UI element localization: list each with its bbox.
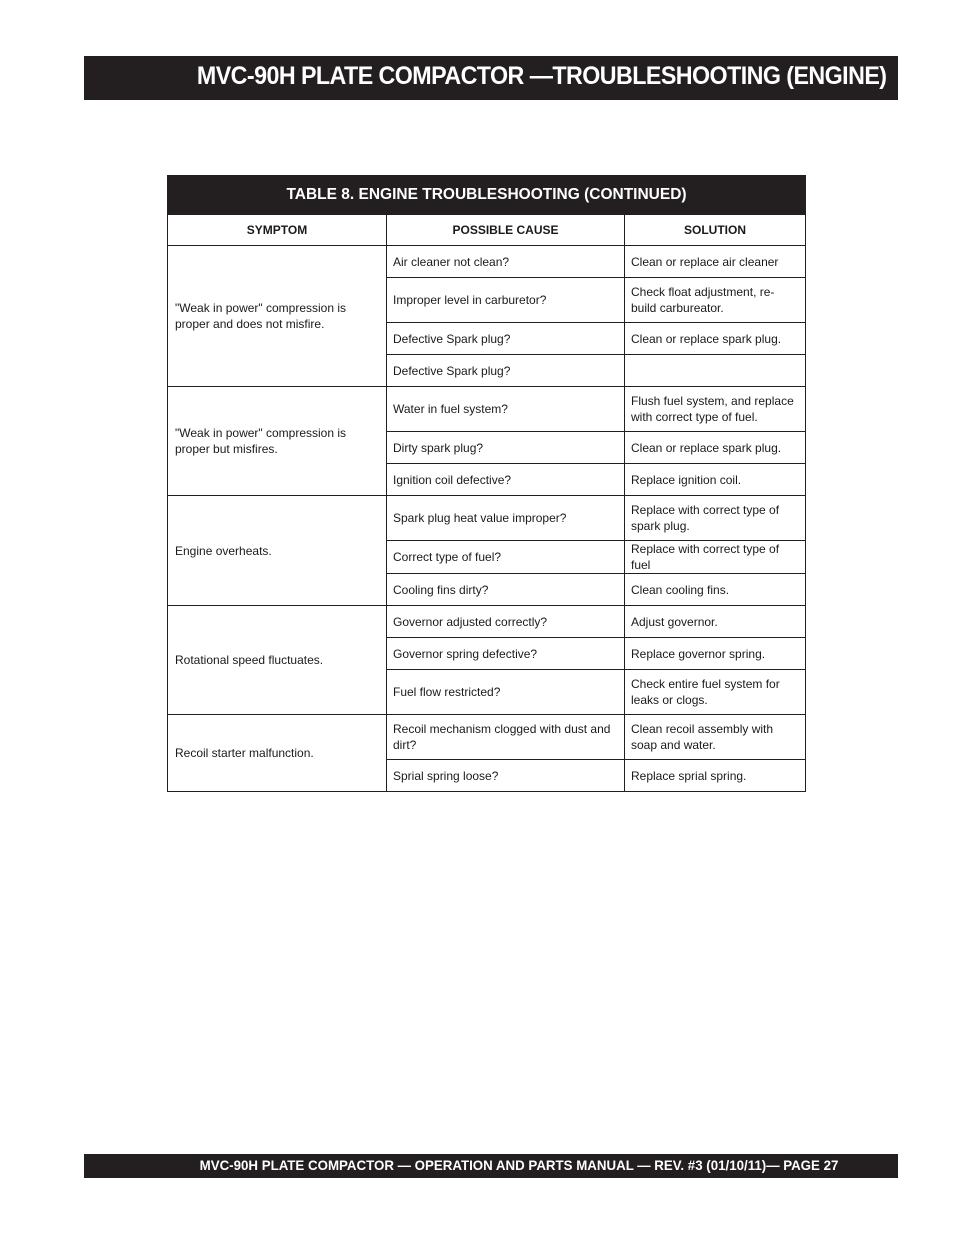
cause-cell: Governor adjusted correctly? <box>387 606 625 638</box>
symptom-cell: Rotational speed fluctuates. <box>168 606 387 715</box>
column-header-symptom: SYMPTOM <box>168 215 387 246</box>
cause-cell: Dirty spark plug? <box>387 432 625 464</box>
solution-cell: Replace governor spring. <box>625 638 806 670</box>
table-row <box>168 387 806 432</box>
cause-cell: Improper level in carburetor? <box>387 278 625 323</box>
column-header-solution: SOLUTION <box>625 215 806 246</box>
table-header-row <box>168 215 806 246</box>
solution-cell: Replace with correct type of spark plug. <box>625 496 806 541</box>
cause-cell: Air cleaner not clean? <box>387 246 625 278</box>
troubleshooting-table <box>167 175 806 792</box>
table-row <box>168 246 806 278</box>
cause-cell: Water in fuel system? <box>387 387 625 432</box>
symptom-cell: "Weak in power" compression is proper and does not misfire. <box>168 246 387 387</box>
table-title: TABLE 8. ENGINE TROUBLESHOOTING (CONTINUED) <box>168 176 806 215</box>
solution-cell: Clean or replace air cleaner <box>625 246 806 278</box>
solution-cell: Clean or replace spark plug. <box>625 323 806 355</box>
page-footer <box>84 1154 898 1178</box>
cause-cell: Fuel flow restricted? <box>387 670 625 715</box>
solution-cell: Check entire fuel system for leaks or clogs. <box>625 670 806 715</box>
cause-cell: Governor spring defective? <box>387 638 625 670</box>
solution-cell: Replace sprial spring. <box>625 760 806 792</box>
solution-cell: Adjust governor. <box>625 606 806 638</box>
cause-cell: Defective Spark plug? <box>387 323 625 355</box>
footer-text: MVC-90H PLATE COMPACTOR — OPERATION AND PARTS MANUAL — REV. #3 (01/10/11)— PAGE 27 <box>199 1157 838 1173</box>
table-row <box>168 496 806 541</box>
column-header-possible-cause: POSSIBLE CAUSE <box>387 215 625 246</box>
cause-cell: Defective Spark plug? <box>387 355 625 387</box>
cause-cell: Cooling fins dirty? <box>387 574 625 606</box>
cause-cell: Sprial spring loose? <box>387 760 625 792</box>
solution-cell: Clean cooling fins. <box>625 574 806 606</box>
symptom-cell: "Weak in power" compression is proper but misfires. <box>168 387 387 496</box>
symptom-cell: Recoil starter malfunction. <box>168 715 387 792</box>
cause-cell: Recoil mechanism clogged with dust and dirt? <box>387 715 625 760</box>
solution-cell <box>625 355 806 387</box>
solution-cell: Replace ignition coil. <box>625 464 806 496</box>
solution-cell: Flush fuel system, and replace with correct type of fuel. <box>625 387 806 432</box>
cause-cell: Spark plug heat value improper? <box>387 496 625 541</box>
page-header <box>84 56 898 100</box>
cause-cell: Correct type of fuel? <box>387 541 625 574</box>
symptom-cell: Engine overheats. <box>168 496 387 606</box>
solution-cell: Check float adjustment, re-build carbureator. <box>625 278 806 323</box>
solution-cell: Clean or replace spark plug. <box>625 432 806 464</box>
page-title: MVC-90H PLATE COMPACTOR —TROUBLESHOOTING (ENGINE) <box>196 62 886 90</box>
solution-cell: Replace with correct type of fuel <box>625 541 806 574</box>
table-row <box>168 606 806 638</box>
solution-cell: Clean recoil assembly with soap and water. <box>625 715 806 760</box>
cause-cell: Ignition coil defective? <box>387 464 625 496</box>
table-row <box>168 715 806 760</box>
table-title-row <box>168 176 806 215</box>
